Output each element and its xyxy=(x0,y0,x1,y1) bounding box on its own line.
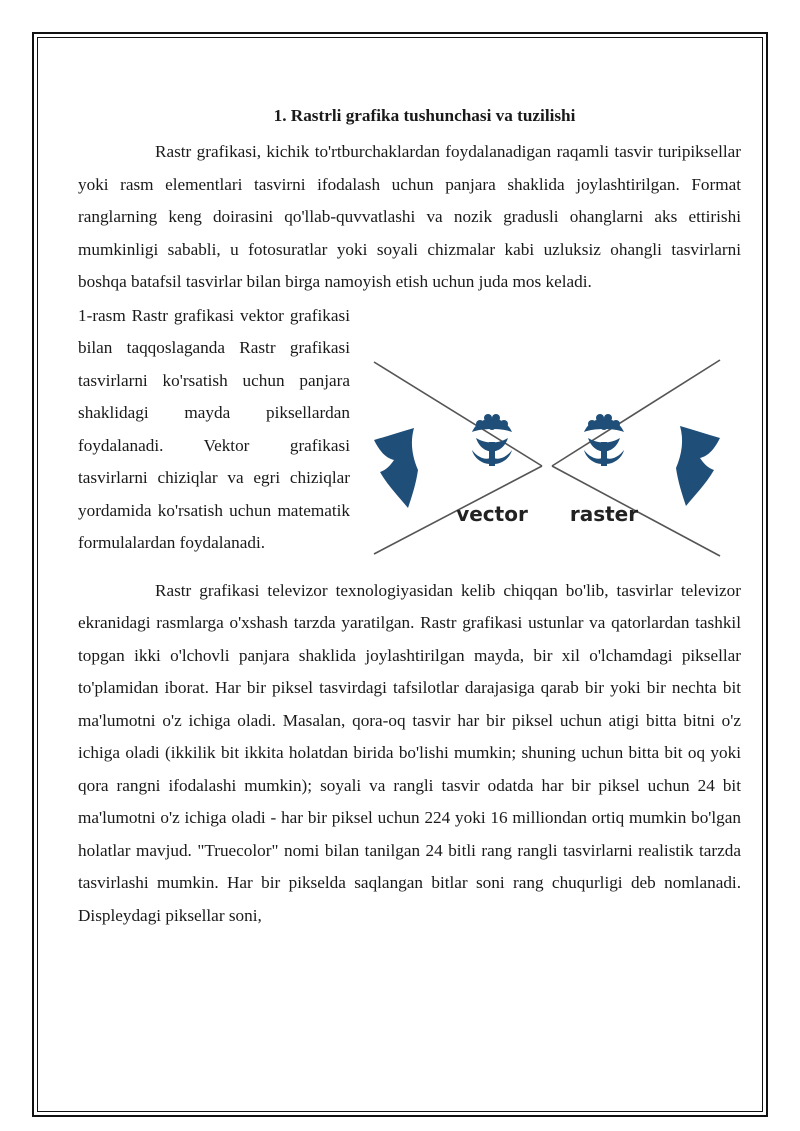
figure-caption: 1-rasm Rastr grafikasi vektor grafikasi bilan taqqoslaganda Rastr grafikasi tasvirlarni ko'rsatish uchun panjara shaklidagi mayda piksellardan foydalanadi. Vektor grafikasi tasvirlarni chiziqlar va egri chiziqlar yordamida ko'rsatish uchun matematik formulalardan foydalanadi. xyxy=(78,305,350,552)
section-title: 1. Rastrli grafika tushunchasi va tuzilishi xyxy=(273,106,576,125)
vector-label: vector xyxy=(456,501,528,526)
thistle-left-icon xyxy=(472,414,512,466)
raster-label: raster xyxy=(569,501,639,526)
main-paragraph: Rastr grafikasi televizor texnologiyasidan kelib chiqqan bo'lib, tasvirlar televizor ekranidagi rasmlarga o'xshash tarzda yaratilgan. Rastr grafikasi ustunlar va qatorlardan tashkil topgan ikki o'lchovli panjara shaklida joylashtirilgan mayda, bir xil o'lchamdagi piksellar to'plamidan iborat. Har bir piksel tasvirdagi tafsilotlar darajasiga qarab bir yoki bir nechta bit ma'lumotni o'z ichiga oladi. Masalan, qora-oq tasvir har bir piksel uchun atigi bitta bitni o'z ichiga oladi (ikkilik bit ikkita holatdan birida bo'lishi mumkin; shuning uchun bitta bit oq yoki qora rangni ifodalashi mumkin); soyali va rangli tasvir odatda har bir piksel uchun 24 bit ma'lumotni o'z ichiga oladi - har bir piksel uchun 224 yoki 16 milliondan ortiq mumkin bo'lgan holatlar mavjud. "Truecolor" nomi bilan tanilgan 24 bitli rang rangli tasvirlarni realistik tarzda tasvirlashi mumkin. Har bir pikselda saqlangan bitlar soni rang chuqurligi deb nomlanadi. Displeydagi piksellar soni, xyxy=(78,580,741,925)
intro-paragraph: Rastr grafikasi, kichik to'rtburchaklardan foydalanadigan raqamli tasvir turipiksellar yoki rasm elementlari tasvirni ifodalash uchun panjara shaklida joylashtirilgan. Format ranglarning keng doirasini qo'llab-quvvatlashi va nozik gradusli ohanglarni aks ettirishi mumkinligi sababli, u fotosuratlar yoki soyali chizmalar kabi uzluksiz ohangli tasvirlarni boshqa batafsil tasvirlar bilan birga namoyish etish uchun juda mos keladi. xyxy=(78,142,741,291)
thistle-right-icon xyxy=(584,414,624,466)
leaf-left-icon xyxy=(374,428,418,508)
figure-block xyxy=(78,300,741,570)
leaf-right-icon xyxy=(676,426,720,506)
document-body xyxy=(78,100,741,932)
vector-vs-raster-image xyxy=(366,320,728,570)
vector-raster-illustration xyxy=(366,320,728,570)
